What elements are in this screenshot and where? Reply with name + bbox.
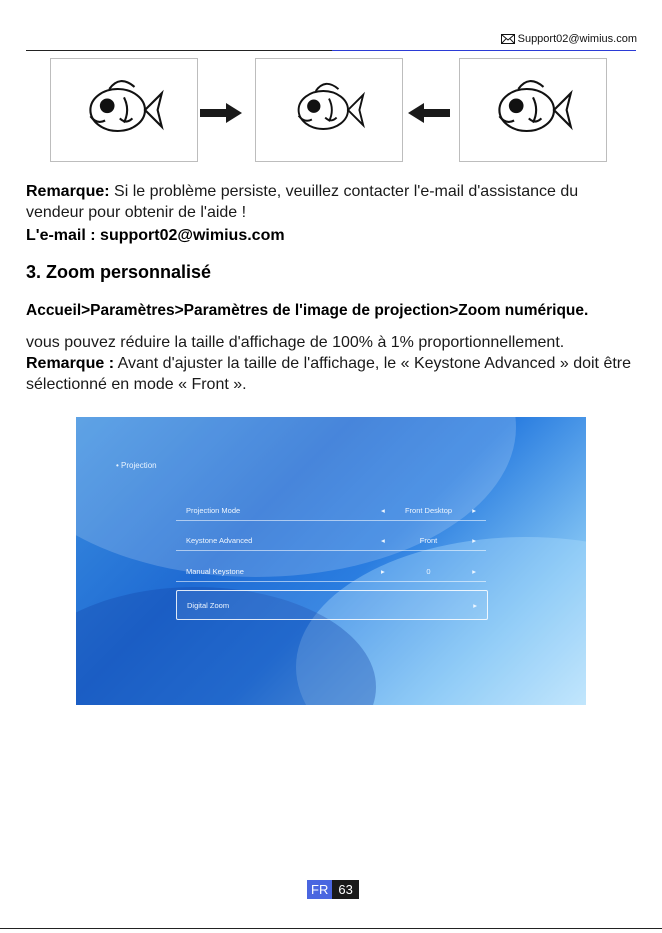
arrow-right-icon — [198, 102, 244, 124]
section-title: 3. Zoom personnalisé — [26, 262, 212, 282]
menu-divider — [176, 581, 486, 582]
menu-divider — [176, 550, 486, 551]
page-number — [307, 880, 359, 899]
projector-menu-screenshot — [76, 417, 586, 705]
remark-email-line: L'e-mail : support02@wimius.com — [26, 227, 285, 244]
menu-divider — [176, 520, 486, 521]
menu-item-label: Digital Zoom — [187, 601, 230, 610]
fish-drawing — [51, 59, 197, 161]
fish-image-target — [255, 58, 403, 162]
header-divider-right — [332, 50, 636, 51]
menu-item-manual-keystone[interactable] — [176, 560, 486, 582]
menu-item-label: Keystone Advanced — [186, 536, 253, 545]
menu-item-digital-zoom[interactable] — [176, 590, 488, 620]
menu-title: • Projection — [116, 461, 157, 470]
menu-item-label: Manual Keystone — [186, 567, 244, 576]
chevron-right-icon[interactable]: ▸ — [472, 567, 476, 576]
menu-item-value: Front Desktop — [404, 506, 453, 515]
fish-image-large — [50, 58, 198, 162]
zoom-description: vous pouvez réduire la taille d'affichage de 100% à 1% proportionnellement. — [26, 334, 565, 351]
header-divider-left — [26, 50, 332, 51]
zoom-remark-paragraph — [26, 353, 640, 395]
mail-icon — [501, 34, 515, 44]
language-badge: FR — [307, 880, 332, 899]
arrow-left-icon — [406, 102, 452, 124]
header-email-text: Support02@wimius.com — [517, 33, 637, 45]
page-number-value: 63 — [332, 880, 358, 899]
fish-drawing — [256, 59, 402, 161]
menu-item-label: Projection Mode — [186, 506, 241, 515]
menu-item-keystone-advanced[interactable] — [176, 529, 486, 551]
fish-drawing — [460, 59, 606, 161]
header-email — [501, 33, 637, 45]
zoom-remark-label: Remarque : — [26, 355, 115, 372]
chevron-left-icon[interactable]: ◂ — [381, 506, 385, 515]
chevron-left-icon[interactable]: ◂ — [381, 536, 385, 545]
fish-image-small — [459, 58, 607, 162]
chevron-right-icon[interactable]: ▸ — [472, 536, 476, 545]
menu-item-projection-mode[interactable] — [176, 499, 486, 521]
remark-label: Remarque: — [26, 183, 110, 200]
zoom-remark-text: Avant d'ajuster la taille de l'affichage, le « Keystone Advanced » doit être sélectionné en mode « Front ». — [26, 355, 632, 393]
chevron-right-icon[interactable]: ▸ — [472, 506, 476, 515]
footer-divider — [0, 928, 662, 929]
settings-path: Accueil>Paramètres>Paramètres de l'image de projection>Zoom numérique. — [26, 302, 589, 319]
menu-item-value: 0 — [426, 567, 431, 576]
chevron-right-icon[interactable]: ▸ — [473, 601, 477, 610]
chevron-left-icon[interactable]: ▸ — [381, 567, 385, 576]
menu-item-value: Front — [419, 536, 438, 545]
remark-text: Si le problème persiste, veuillez contacter l'e-mail d'assistance du vendeur pour obtenir de l'aide ! — [26, 183, 579, 221]
remark-paragraph — [26, 181, 640, 223]
